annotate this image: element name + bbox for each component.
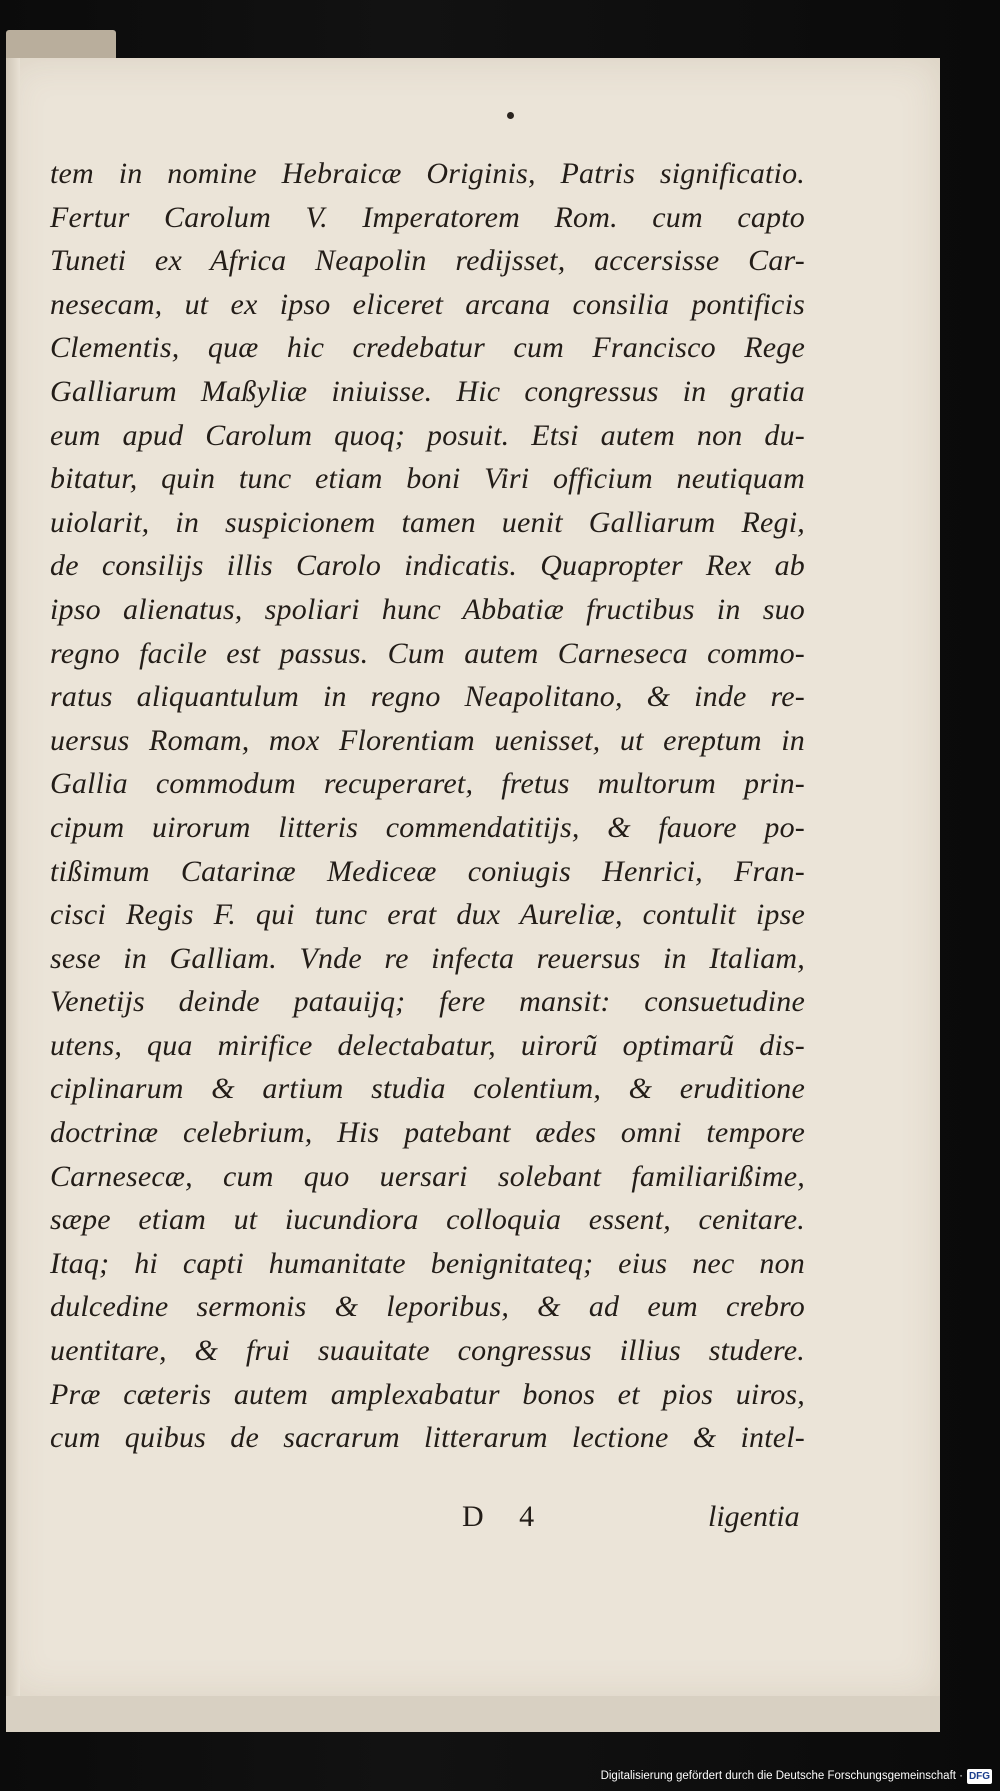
dfg-logo-icon: DFG [968,1770,991,1782]
text-line: doctrinæ celebrium, His patebant ædes omni tempore [50,1116,805,1150]
text-line: Tuneti ex Africa Neapolin redijsset, accersisse Car- [50,244,805,278]
text-line: bitatur, quin tunc etiam boni Viri officium neutiquam [50,462,805,496]
text-line: dulcedine sermonis & leporibus, & ad eum crebro [50,1290,805,1324]
text-line: cisci Regis F. qui tunc erat dux Aureliæ, contulit ipse [50,898,805,932]
text-line: uiolarit, in suspicionem tamen uenit Galliarum Regi, [50,505,805,539]
text-line: sæpe etiam ut iucundiora colloquia essent, cenitare. [50,1203,805,1237]
signature-mark: D 4 [462,1500,549,1533]
text-line: eum apud Carolum quoq; posuit. Etsi autem non du- [50,418,805,452]
text-line: sese in Galliam. Vnde re infecta reuersus in Italiam, [50,941,805,975]
text-line: Galliarum Maßyliæ iniuisse. Hic congressus in gratia [50,374,805,408]
text-line: Fertur Carolum V. Imperatorem Rom. cum capto [50,200,805,234]
signature-line [0,1494,940,1544]
text-line: Gallia commodum recuperaret, fretus multorum prin- [50,767,805,801]
text-line: ratus aliquantulum in regno Neapolitano, & inde re- [50,680,805,714]
text-line: ipso alienatus, spoliari hunc Abbatiæ fructibus in suo [50,592,805,626]
text-line: tem in nomine Hebraicæ Originis, Patris significatio. [50,157,805,190]
text-line: Venetijs deinde patauijq; fere mansit: consuetudine [50,985,805,1019]
text-line: uersus Romam, mox Florentiam uenisset, ut ereptum in [50,723,805,757]
text-line: Itaq; hi capti humanitate benignitateq; eius nec non [50,1246,805,1280]
funding-credit [601,1765,992,1787]
text-line: Præ cæteris autem amplexabatur bonos et pios uiros, [50,1377,805,1411]
text-line: cipum uirorum litteris commendatitijs, & fauore po- [50,810,805,844]
page-text [50,152,805,1460]
text-line: uentitare, & frui suauitate congressus illius studere. [50,1334,805,1368]
text-line: utens, qua mirifice delectabatur, uirorũ optimarũ dis- [50,1028,805,1062]
text-line: cum quibus de sacrarum litterarum lectione & intel- [50,1421,805,1455]
text-line: Carnesecæ, cum quo uersari solebant familiarißime, [50,1159,805,1193]
page-spine [6,58,20,1698]
text-line: ciplinarum & artium studia colentium, & eruditione [50,1072,805,1106]
page-bottom-edge [6,1696,940,1732]
text-line: Clementis, quæ hic credebatur cum Francisco Rege [50,331,805,365]
catchword: ligentia [708,1500,800,1533]
text-line: regno facile est passus. Cum autem Carneseca commo- [50,636,805,670]
text-line: nesecam, ut ex ipso eliceret arcana consilia pontificis [50,287,805,321]
text-line: tißimum Catarinæ Mediceæ coniugis Henrici, Fran- [50,854,805,888]
funding-credit-text: Digitalisierung gefördert durch die Deutsche Forschungsgemeinschaft · [600,1770,963,1782]
text-line: de consilijs illis Carolo indicatis. Quapropter Rex ab [50,549,805,583]
ink-dot-mark [507,112,514,119]
